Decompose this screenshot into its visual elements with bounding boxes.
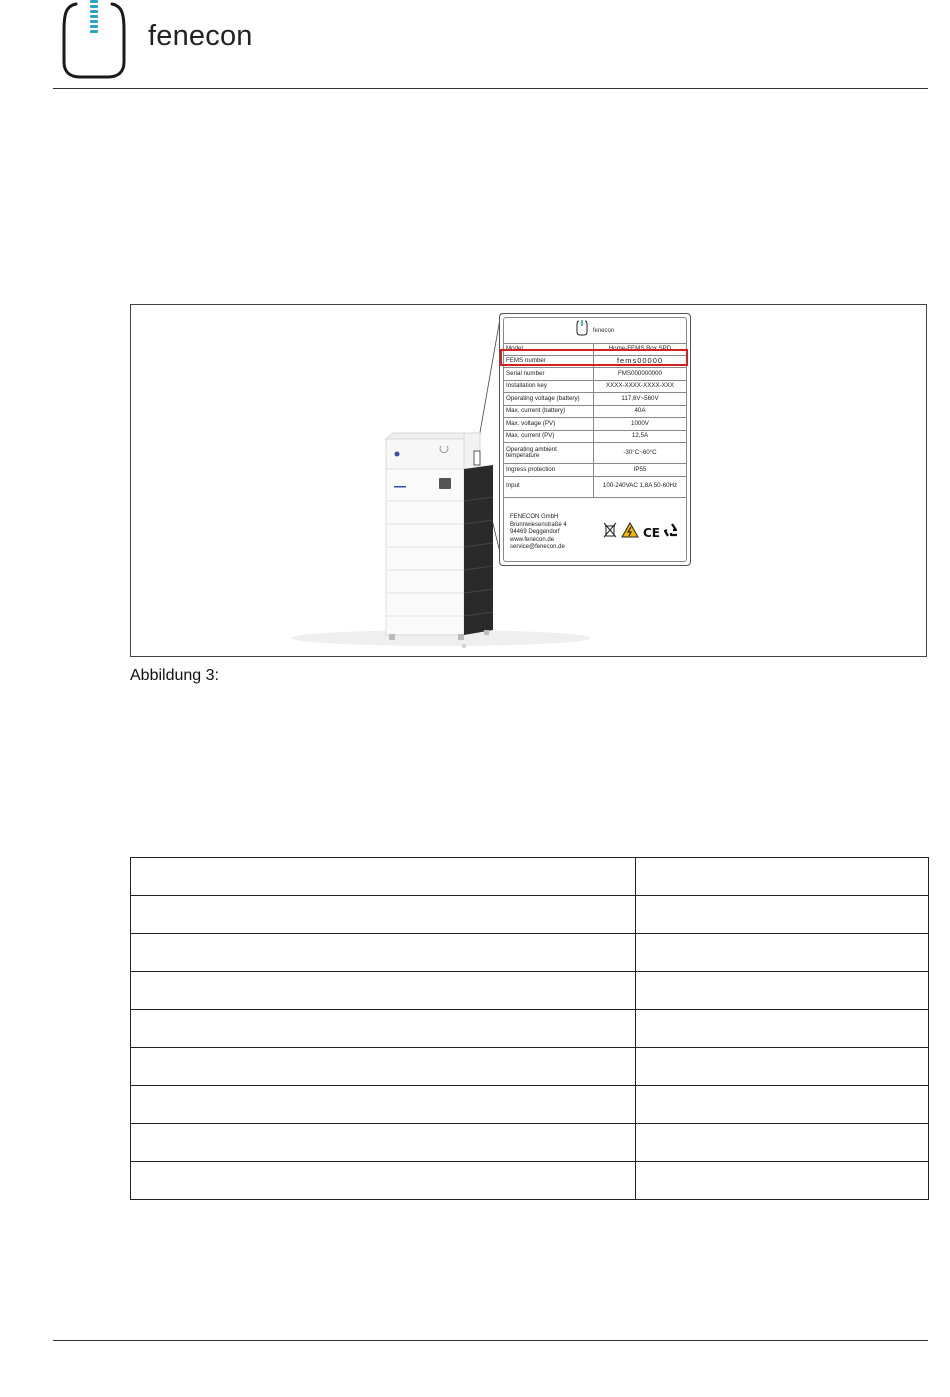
spec-row xyxy=(504,443,686,464)
spec-key: Input xyxy=(504,476,594,497)
table-row xyxy=(131,858,929,896)
table-cell xyxy=(131,1048,636,1086)
spec-value: fems00000 xyxy=(594,355,687,368)
figure-caption: Abbildung 3: xyxy=(130,667,219,684)
manufacturer-address xyxy=(510,514,567,552)
spec-row xyxy=(504,418,686,431)
address-line: 94469 Deggendorf xyxy=(510,529,560,536)
address-line: Brunnwiesenstraße 4 xyxy=(510,521,567,528)
spec-row xyxy=(504,393,686,406)
spec-value: FMS000000000 xyxy=(594,368,687,381)
recycle-icon xyxy=(664,522,680,543)
spec-key: Max. current (battery) xyxy=(504,405,594,418)
table-cell xyxy=(636,1162,929,1200)
data-table xyxy=(130,857,929,1200)
table-row xyxy=(131,1086,929,1124)
spec-key: Max. voltage (PV) xyxy=(504,418,594,431)
table-cell xyxy=(131,934,636,972)
spec-value: 1000V xyxy=(594,418,687,431)
high-voltage-warning-icon xyxy=(621,522,639,543)
spec-key: FEMS number xyxy=(504,355,594,368)
spec-row xyxy=(504,368,686,381)
spec-row xyxy=(504,430,686,443)
nameplate-logo-icon xyxy=(576,320,588,341)
nameplate-header xyxy=(504,318,686,344)
table-row xyxy=(131,972,929,1010)
spec-key: Operating ambient temperature xyxy=(504,443,594,464)
spec-value: 117,6V~560V xyxy=(594,393,687,406)
spec-value: Home-FEMS Box SPD xyxy=(594,343,687,355)
table-row xyxy=(131,934,929,972)
spec-row xyxy=(504,380,686,393)
table-cell xyxy=(636,858,929,896)
nameplate-brand: fenecon xyxy=(592,327,615,334)
certification-symbols xyxy=(603,522,680,543)
spec-value: XXXX-XXXX-XXXX-XXX xyxy=(594,380,687,393)
spec-value: 40A xyxy=(594,405,687,418)
spec-value: 12,5A xyxy=(594,430,687,443)
table-cell xyxy=(131,972,636,1010)
table-cell xyxy=(131,1162,636,1200)
table-row xyxy=(131,1048,929,1086)
fenecon-logo-icon xyxy=(62,0,126,80)
table-cell xyxy=(636,896,929,934)
table-row xyxy=(131,896,929,934)
spec-key: Installation key xyxy=(504,380,594,393)
address-line: service@fenecon.de xyxy=(510,544,565,551)
spec-key: Serial number xyxy=(504,368,594,381)
spec-key: Ingress protection xyxy=(504,464,594,477)
table-cell xyxy=(131,896,636,934)
spec-key: Model xyxy=(504,343,594,355)
table-cell xyxy=(131,1086,636,1124)
table-row xyxy=(131,1162,929,1200)
footer-divider xyxy=(53,1340,928,1341)
spec-key: Max. current (PV) xyxy=(504,430,594,443)
spec-row xyxy=(504,464,686,477)
table-cell xyxy=(636,1010,929,1048)
spec-row xyxy=(504,476,686,497)
table-cell xyxy=(636,1124,929,1162)
table-cell xyxy=(636,1048,929,1086)
spec-value: -30°C~60°C xyxy=(594,443,687,464)
header-divider xyxy=(53,88,928,89)
table-cell xyxy=(131,1124,636,1162)
address-line: FENECON GmbH xyxy=(510,514,559,520)
spec-key: Operating voltage (battery) xyxy=(504,393,594,406)
table-cell xyxy=(131,858,636,896)
table-cell xyxy=(636,1086,929,1124)
ce-mark: CE xyxy=(643,525,661,540)
weee-bin-icon xyxy=(603,522,617,543)
brand-name: fenecon xyxy=(148,20,253,52)
table-cell xyxy=(636,934,929,972)
address-line: www.fenecon.de xyxy=(510,536,555,543)
table-row xyxy=(131,1010,929,1048)
table-cell xyxy=(636,972,929,1010)
spec-value: 100-240VAC 1,8A 50-60Hz xyxy=(594,476,687,497)
spec-row xyxy=(504,405,686,418)
fems-number-highlight xyxy=(500,349,688,366)
nameplate-spec-table xyxy=(504,343,686,498)
table-cell xyxy=(131,1010,636,1048)
table-row xyxy=(131,1124,929,1162)
spec-value: IP55 xyxy=(594,464,687,477)
